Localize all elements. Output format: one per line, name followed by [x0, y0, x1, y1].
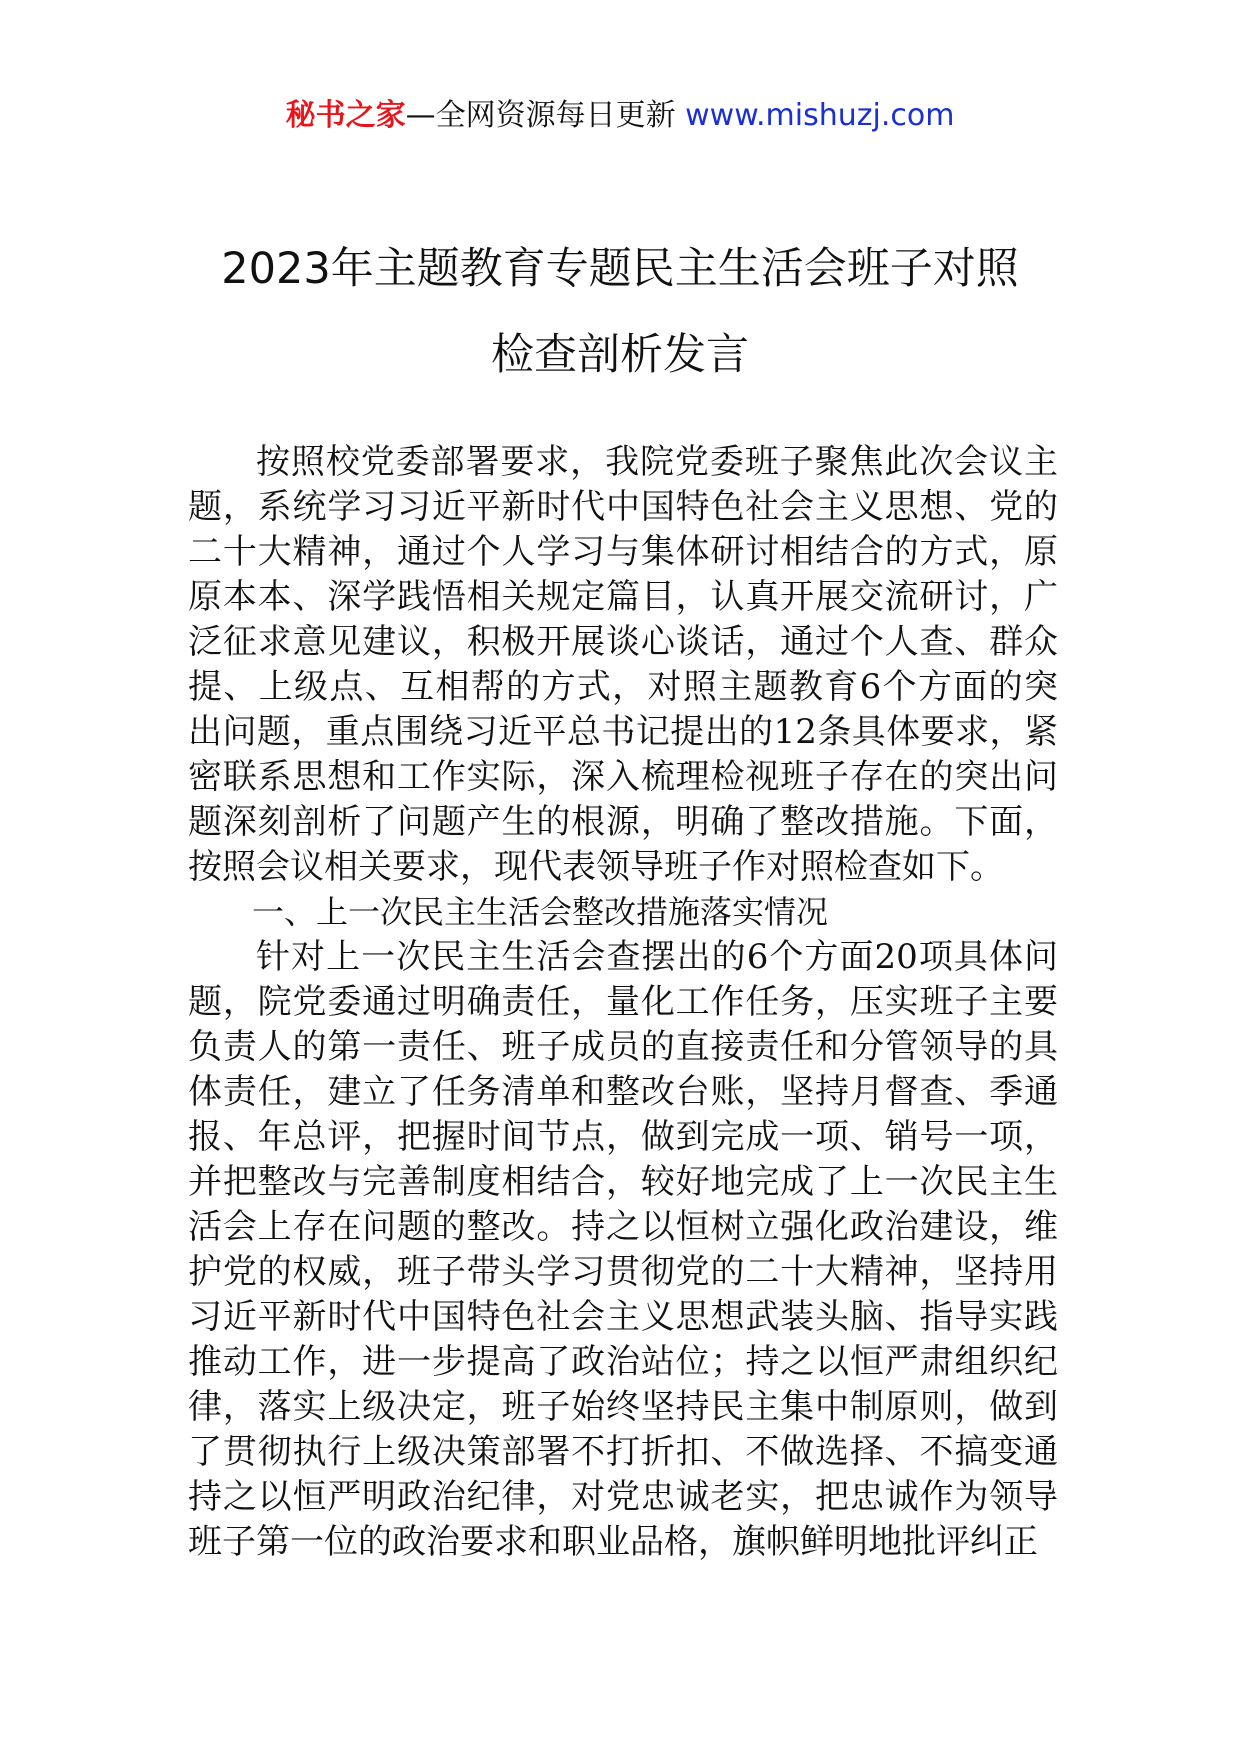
document-title-line-1: 2023年主题教育专题民主生活会班子对照	[221, 244, 1019, 294]
site-header	[0, 96, 1240, 136]
section-heading: 一、上一次民主生活会整改措施落实情况	[252, 893, 829, 931]
document-title	[150, 226, 1090, 398]
site-slogan: —全网资源每日更新	[405, 98, 686, 133]
site-brand: 秘书之家	[285, 98, 406, 133]
document-body	[188, 440, 1058, 1565]
site-url-link[interactable]: www.mishuzj.com	[685, 98, 955, 133]
body-paragraph: 针对上一次民主生活会查摆出的6个方面20项具体问题，院党委通过明确责任，量化工作任务，压实班子主要负责人的第一责任、班子成员的直接责任和分管领导的具体责任，建立了任务清单和整改台账，坚持月督查、季通报、年总评，把握时间节点，做到完成一项、销号一项，并把整改与完善制度相结合，较好地完成了上一次民主生活会上存在问题的整改。持之以恒树立强化政治建设，维护党的权威，班子带头学习贯彻党的二十大精神，坚持用习近平新时代中国特色社会主义思想武装头脑、指导实践推动工作，进一步提高了政治站位；持之以恒严肃组织纪律，落实上级决定，班子始终坚持民主集中制原则，做到了贯彻执行上级决策部署不打折扣、不做选择、不搞变通持之以恒严明政治纪律，对党忠诚老实，把忠诚作为领导班子第一位的政治要求和职业品格，旗帜鲜明地批评纠正	[188, 937, 1058, 1562]
intro-paragraph: 按照校党委部署要求，我院党委班子聚焦此次会议主题，系统学习习近平新时代中国特色社会主义思想、党的二十大精神，通过个人学习与集体研讨相结合的方式，原原本本、深学践悟相关规定篇目，认真开展交流研讨，广泛征求意见建议，积极开展谈心谈话，通过个人查、群众提、上级点、互相帮的方式，对照主题教育6个方面的突出问题，重点围绕习近平总书记提出的12条具体要求，紧密联系思想和工作实际，深入梳理检视班子存在的突出问题深刻剖析了问题产生的根源，明确了整改措施。下面，按照会议相关要求，现代表领导班子作对照检查如下。	[188, 442, 1058, 887]
document-title-line-2: 检查剖析发言	[491, 330, 749, 380]
